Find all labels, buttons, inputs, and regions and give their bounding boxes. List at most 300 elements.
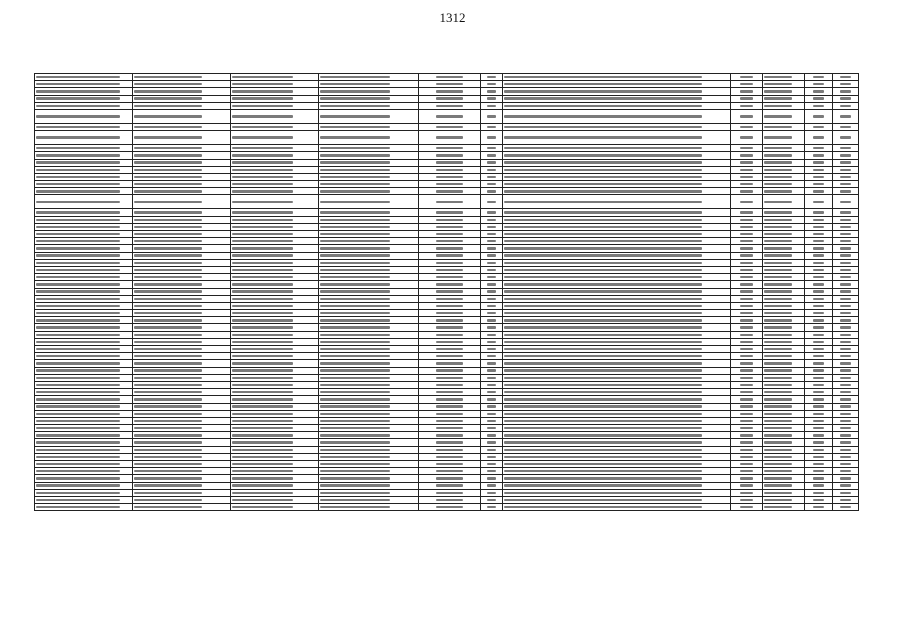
unreadable-text: [740, 154, 753, 156]
table-cell: [133, 381, 231, 388]
table-cell: [833, 195, 859, 209]
table-cell: [833, 81, 859, 88]
unreadable-text: [232, 90, 293, 92]
table-cell: [35, 288, 133, 295]
unreadable-text: [36, 326, 120, 328]
table-cell: [481, 159, 503, 166]
table-cell: [503, 209, 731, 216]
table-cell: [763, 238, 805, 245]
table-cell: [805, 188, 833, 195]
table-cell: [133, 403, 231, 410]
table-cell: [763, 310, 805, 317]
table-cell: [419, 81, 481, 88]
table-cell: [805, 145, 833, 152]
unreadable-text: [764, 420, 792, 422]
table-cell: [763, 288, 805, 295]
unreadable-text: [36, 269, 120, 271]
table-cell: [763, 496, 805, 503]
unreadable-text: [487, 219, 496, 221]
unreadable-text: [487, 319, 496, 321]
table-cell: [319, 496, 419, 503]
unreadable-text: [840, 298, 850, 300]
table-cell: [419, 173, 481, 180]
table-cell: [35, 109, 133, 123]
table-cell: [503, 188, 731, 195]
unreadable-text: [320, 449, 390, 451]
table-cell: [319, 102, 419, 109]
table-row: [35, 245, 859, 252]
table-cell: [833, 88, 859, 95]
unreadable-text: [740, 233, 753, 235]
unreadable-text: [813, 492, 824, 494]
table-cell: [503, 417, 731, 424]
table-cell: [731, 468, 763, 475]
table-cell: [481, 109, 503, 123]
table-cell: [319, 259, 419, 266]
unreadable-text: [764, 441, 792, 443]
unreadable-text: [840, 326, 850, 328]
table-cell: [763, 360, 805, 367]
unreadable-text: [487, 362, 496, 364]
table-cell: [133, 295, 231, 302]
table-cell: [35, 410, 133, 417]
unreadable-text: [813, 240, 824, 242]
table-cell: [319, 238, 419, 245]
table-cell: [419, 482, 481, 489]
table-cell: [35, 396, 133, 403]
table-cell: [731, 432, 763, 439]
unreadable-text: [436, 233, 463, 235]
table-cell: [805, 310, 833, 317]
unreadable-text: [840, 492, 850, 494]
unreadable-text: [840, 201, 850, 203]
table-cell: [481, 417, 503, 424]
unreadable-text: [320, 240, 390, 242]
unreadable-text: [232, 405, 293, 407]
table-cell: [731, 360, 763, 367]
table-cell: [319, 281, 419, 288]
table-cell: [763, 166, 805, 173]
table-cell: [763, 109, 805, 123]
unreadable-text: [740, 201, 753, 203]
unreadable-text: [487, 312, 496, 314]
table-row: [35, 145, 859, 152]
unreadable-text: [487, 161, 496, 163]
table-cell: [833, 425, 859, 432]
unreadable-text: [764, 240, 792, 242]
table-cell: [35, 374, 133, 381]
table-cell: [731, 266, 763, 273]
unreadable-text: [320, 161, 390, 163]
unreadable-text: [320, 211, 390, 213]
table-cell: [481, 173, 503, 180]
unreadable-text: [487, 499, 496, 501]
table-cell: [805, 410, 833, 417]
table-cell: [319, 152, 419, 159]
unreadable-text: [504, 219, 702, 221]
unreadable-text: [813, 298, 824, 300]
unreadable-text: [436, 176, 463, 178]
unreadable-text: [134, 470, 202, 472]
unreadable-text: [813, 334, 824, 336]
table-cell: [319, 231, 419, 238]
table-cell: [319, 266, 419, 273]
table-cell: [503, 274, 731, 281]
table-cell: [133, 396, 231, 403]
table-cell: [833, 489, 859, 496]
unreadable-text: [813, 434, 824, 436]
table-cell: [503, 166, 731, 173]
table-cell: [481, 152, 503, 159]
unreadable-text: [134, 355, 202, 357]
unreadable-text: [232, 262, 293, 264]
table-cell: [319, 461, 419, 468]
table-cell: [419, 403, 481, 410]
unreadable-text: [134, 176, 202, 178]
table-cell: [419, 468, 481, 475]
unreadable-text: [36, 169, 120, 171]
unreadable-text: [436, 290, 463, 292]
table-cell: [503, 181, 731, 188]
table-cell: [833, 475, 859, 482]
unreadable-text: [740, 391, 753, 393]
table-cell: [503, 216, 731, 223]
table-cell: [763, 74, 805, 81]
table-cell: [231, 302, 319, 309]
table-cell: [481, 367, 503, 374]
table-cell: [481, 381, 503, 388]
table-cell: [481, 266, 503, 273]
table-cell: [833, 231, 859, 238]
table-cell: [231, 109, 319, 123]
unreadable-text: [232, 254, 293, 256]
table-cell: [763, 274, 805, 281]
table-cell: [731, 482, 763, 489]
unreadable-text: [813, 176, 824, 178]
table-cell: [805, 475, 833, 482]
table-cell: [35, 195, 133, 209]
unreadable-text: [232, 147, 293, 149]
unreadable-text: [813, 391, 824, 393]
unreadable-text: [232, 319, 293, 321]
unreadable-text: [36, 154, 120, 156]
table-cell: [419, 317, 481, 324]
table-cell: [133, 252, 231, 259]
table-row: [35, 102, 859, 109]
table-cell: [319, 346, 419, 353]
unreadable-text: [232, 449, 293, 451]
unreadable-text: [504, 441, 702, 443]
unreadable-text: [740, 161, 753, 163]
unreadable-text: [134, 348, 202, 350]
unreadable-text: [764, 254, 792, 256]
table-cell: [805, 353, 833, 360]
unreadable-text: [436, 348, 463, 350]
table-cell: [481, 145, 503, 152]
unreadable-text: [232, 427, 293, 429]
unreadable-text: [813, 477, 824, 479]
unreadable-text: [764, 169, 792, 171]
unreadable-text: [134, 477, 202, 479]
unreadable-text: [36, 362, 120, 364]
unreadable-text: [764, 298, 792, 300]
unreadable-text: [813, 319, 824, 321]
table-cell: [805, 295, 833, 302]
unreadable-text: [740, 334, 753, 336]
table-cell: [133, 159, 231, 166]
table-cell: [419, 102, 481, 109]
table-cell: [231, 245, 319, 252]
table-cell: [231, 396, 319, 403]
unreadable-text: [320, 176, 390, 178]
unreadable-text: [36, 348, 120, 350]
unreadable-text: [813, 83, 824, 85]
table-cell: [319, 396, 419, 403]
unreadable-text: [764, 154, 792, 156]
table-cell: [231, 88, 319, 95]
unreadable-text: [813, 154, 824, 156]
table-cell: [419, 188, 481, 195]
table-cell: [805, 159, 833, 166]
table-cell: [731, 389, 763, 396]
unreadable-text: [436, 276, 463, 278]
table-cell: [231, 475, 319, 482]
unreadable-text: [840, 449, 850, 451]
table-cell: [833, 274, 859, 281]
table-cell: [231, 338, 319, 345]
table-row: [35, 482, 859, 489]
table-cell: [419, 324, 481, 331]
unreadable-text: [764, 136, 792, 138]
table-cell: [763, 461, 805, 468]
table-cell: [805, 446, 833, 453]
table-cell: [805, 245, 833, 252]
table-cell: [419, 274, 481, 281]
unreadable-text: [232, 298, 293, 300]
unreadable-text: [487, 391, 496, 393]
table-cell: [805, 346, 833, 353]
unreadable-text: [740, 470, 753, 472]
table-cell: [231, 102, 319, 109]
table-cell: [503, 389, 731, 396]
unreadable-text: [504, 470, 702, 472]
table-cell: [133, 367, 231, 374]
unreadable-text: [134, 233, 202, 235]
table-cell: [503, 353, 731, 360]
unreadable-text: [813, 305, 824, 307]
table-cell: [133, 195, 231, 209]
table-cell: [231, 173, 319, 180]
table-cell: [35, 367, 133, 374]
table-cell: [481, 238, 503, 245]
unreadable-text: [436, 413, 463, 415]
table-cell: [481, 95, 503, 102]
table-cell: [731, 173, 763, 180]
table-cell: [319, 338, 419, 345]
table-cell: [133, 74, 231, 81]
unreadable-text: [320, 312, 390, 314]
unreadable-text: [36, 115, 120, 117]
unreadable-text: [813, 362, 824, 364]
table-cell: [503, 367, 731, 374]
table-cell: [319, 504, 419, 511]
unreadable-text: [436, 362, 463, 364]
table-row: [35, 259, 859, 266]
table-cell: [481, 209, 503, 216]
unreadable-text: [134, 492, 202, 494]
unreadable-text: [320, 398, 390, 400]
table-row: [35, 159, 859, 166]
table-cell: [419, 381, 481, 388]
table-cell: [731, 145, 763, 152]
unreadable-text: [36, 341, 120, 343]
table-cell: [763, 425, 805, 432]
table-cell: [833, 145, 859, 152]
table-cell: [503, 302, 731, 309]
table-cell: [319, 195, 419, 209]
table-cell: [481, 88, 503, 95]
unreadable-text: [764, 147, 792, 149]
table-cell: [481, 482, 503, 489]
unreadable-text: [764, 463, 792, 465]
table-cell: [419, 489, 481, 496]
unreadable-text: [764, 312, 792, 314]
table-cell: [763, 181, 805, 188]
unreadable-text: [134, 283, 202, 285]
unreadable-text: [813, 441, 824, 443]
table-cell: [833, 389, 859, 396]
unreadable-text: [36, 384, 120, 386]
table-cell: [319, 489, 419, 496]
table-cell: [805, 109, 833, 123]
unreadable-text: [840, 115, 850, 117]
table-cell: [419, 410, 481, 417]
table-cell: [503, 123, 731, 130]
unreadable-text: [320, 506, 390, 508]
unreadable-text: [487, 341, 496, 343]
unreadable-text: [436, 305, 463, 307]
table-cell: [503, 475, 731, 482]
unreadable-text: [740, 506, 753, 508]
table-cell: [763, 252, 805, 259]
unreadable-text: [504, 201, 702, 203]
unreadable-text: [232, 334, 293, 336]
table-cell: [481, 123, 503, 130]
table-row: [35, 381, 859, 388]
unreadable-text: [813, 290, 824, 292]
table-cell: [763, 245, 805, 252]
unreadable-text: [840, 240, 850, 242]
table-cell: [35, 238, 133, 245]
unreadable-text: [436, 312, 463, 314]
table-cell: [763, 145, 805, 152]
table-cell: [231, 360, 319, 367]
table-cell: [419, 432, 481, 439]
unreadable-text: [504, 176, 702, 178]
table-cell: [731, 446, 763, 453]
unreadable-text: [764, 470, 792, 472]
table-cell: [35, 259, 133, 266]
unreadable-text: [504, 413, 702, 415]
table-row: [35, 74, 859, 81]
unreadable-text: [36, 334, 120, 336]
table-cell: [419, 195, 481, 209]
table-cell: [731, 475, 763, 482]
table-cell: [833, 396, 859, 403]
table-cell: [763, 374, 805, 381]
table-row: [35, 374, 859, 381]
unreadable-text: [813, 269, 824, 271]
unreadable-text: [320, 348, 390, 350]
table-cell: [805, 468, 833, 475]
table-cell: [35, 417, 133, 424]
unreadable-text: [504, 484, 702, 486]
unreadable-text: [36, 506, 120, 508]
unreadable-text: [232, 169, 293, 171]
table-cell: [805, 453, 833, 460]
table-cell: [319, 166, 419, 173]
table-cell: [419, 425, 481, 432]
unreadable-text: [320, 434, 390, 436]
table-cell: [763, 81, 805, 88]
table-cell: [481, 453, 503, 460]
unreadable-text: [320, 283, 390, 285]
unreadable-text: [134, 413, 202, 415]
table-cell: [419, 223, 481, 230]
unreadable-text: [232, 441, 293, 443]
table-cell: [503, 88, 731, 95]
unreadable-text: [813, 233, 824, 235]
table-cell: [481, 324, 503, 331]
unreadable-text: [740, 420, 753, 422]
unreadable-text: [840, 312, 850, 314]
unreadable-text: [487, 83, 496, 85]
unreadable-text: [840, 126, 850, 128]
table-cell: [35, 152, 133, 159]
unreadable-text: [504, 126, 702, 128]
unreadable-text: [504, 463, 702, 465]
unreadable-text: [740, 355, 753, 357]
table-cell: [805, 74, 833, 81]
table-cell: [133, 209, 231, 216]
unreadable-text: [36, 211, 120, 213]
unreadable-text: [840, 97, 850, 99]
table-cell: [419, 374, 481, 381]
table-cell: [731, 166, 763, 173]
table-cell: [35, 181, 133, 188]
unreadable-text: [813, 183, 824, 185]
table-cell: [419, 281, 481, 288]
unreadable-text: [813, 190, 824, 192]
table-cell: [231, 346, 319, 353]
unreadable-text: [504, 169, 702, 171]
table-cell: [231, 231, 319, 238]
table-row: [35, 188, 859, 195]
table-cell: [833, 245, 859, 252]
table-cell: [731, 238, 763, 245]
table-cell: [805, 223, 833, 230]
unreadable-text: [436, 398, 463, 400]
unreadable-text: [487, 348, 496, 350]
unreadable-text: [36, 413, 120, 415]
table-cell: [763, 381, 805, 388]
table-cell: [503, 338, 731, 345]
unreadable-text: [134, 305, 202, 307]
table-cell: [319, 209, 419, 216]
unreadable-text: [232, 105, 293, 107]
table-cell: [133, 152, 231, 159]
table-cell: [319, 81, 419, 88]
